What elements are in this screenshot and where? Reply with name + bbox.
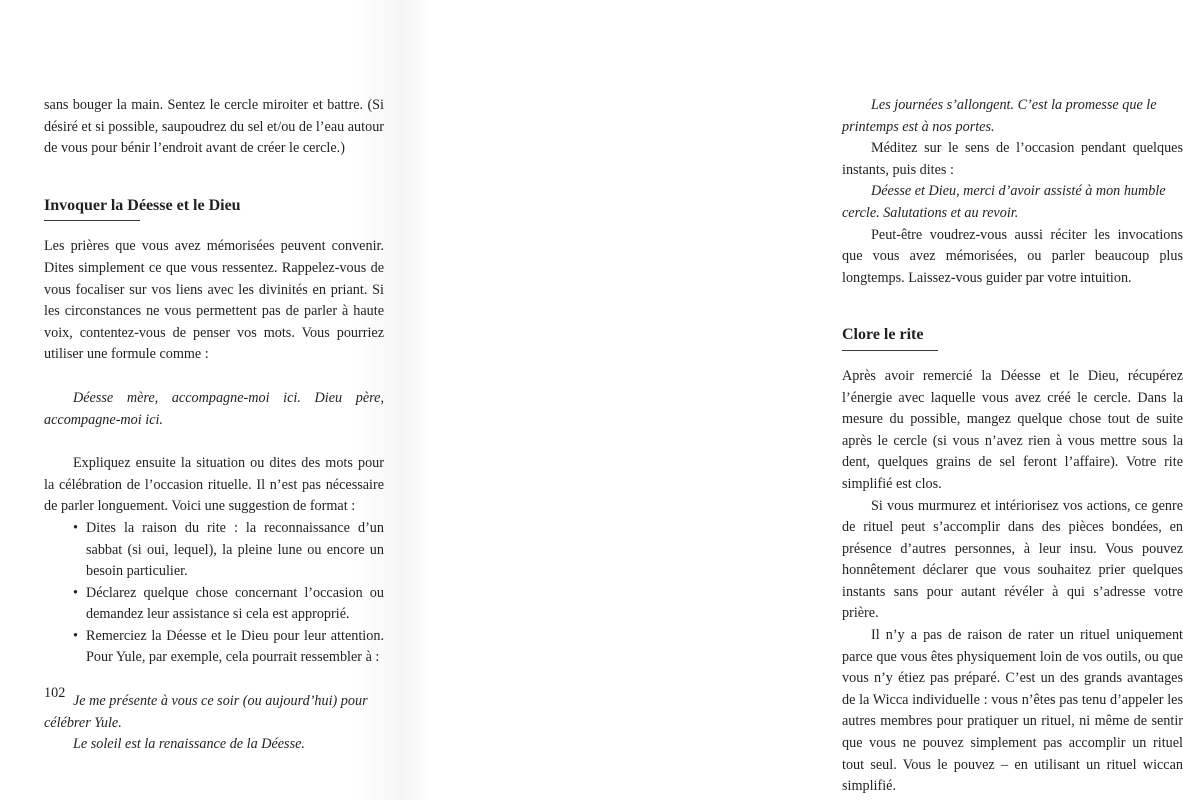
spacer (44, 366, 384, 388)
bullet-icon: • (73, 584, 78, 601)
invoquer-paragraph: Les prières que vous avez mémorisées peuvent convenir. Dites simplement ce que vous ressentez. Rappelez-vous de vous focaliser sur vos liens avec les divinités en priant. Si les circonstances ne vous permettent pas de parler à haute voix, contentez-vous de penser vos mots. Vous pourriez utiliser une formule comme : (44, 238, 384, 363)
meditate-paragraph: Méditez sur le sens de l’occasion pendant quelques instants, puis dites : (842, 140, 1183, 178)
bullet-text: Remerciez la Déesse et le Dieu pour leur attention. Pour Yule, par exemple, cela pourrait ressembler à : (86, 627, 384, 666)
bullet-icon: • (73, 519, 78, 536)
left-page-body (44, 95, 384, 756)
spacer (44, 669, 384, 691)
bullet-item (73, 518, 384, 583)
closing-paragraph-3: Il n’y a pas de raison de rater un rituel uniquement parce que vous êtes physiquement loin de vos outils, ou que vous n’y étiez pas préparé. C’est un des grands avantages de la Wicca individuelle : vous n’êtes pas tenu d’appeler les autres membres pour pratiquer un rituel, ni même de sentir que vous ne pouvez simplement pas accomplir un rituel tout seul. Vous le pouvez – en utilisant un rituel wiccan simplifié. (842, 627, 1183, 795)
bullet-item (73, 626, 384, 669)
yule-quote-3: Les journées s’allongent. C’est la promesse que le printemps est à nos portes. (842, 97, 1157, 135)
bullet-text: Dites la raison du rite : la reconnaissance d’un sabbat (si oui, lequel), la pleine lune ou encore un besoin particulier. (86, 519, 384, 580)
spacer (44, 431, 384, 453)
heading-underline (842, 350, 938, 351)
closing-paragraph-2: Si vous murmurez et intériorisez vos actions, ce genre de rituel peut s’accomplir dans des pièces bondées, en présence d’autres personnes, à leur insu. Vous pouvez honnêtement déclarer que vous souhaitez prier quelques instants sans pour autant révéler à qui s’adresse votre prière. (842, 497, 1183, 622)
right-page (400, 0, 1183, 800)
spacer (44, 160, 384, 196)
explain-paragraph: Expliquez ensuite la situation ou dites des mots pour la célébration de l’occasion rituelle. Il n’est pas nécessaire de parler longuement. Voici une suggestion de format : (44, 455, 384, 515)
right-page-body (842, 95, 1183, 798)
recite-paragraph: Peut-être voudrez-vous aussi réciter les invocations que vous avez mémorisées, ou parler beaucoup plus longtemps. Laissez-vous guider par votre intuition. (842, 226, 1183, 286)
bullet-text: Déclarez quelque chose concernant l’occasion ou demandez leur assistance si cela est approprié. (86, 584, 384, 623)
bullet-item (73, 583, 384, 626)
closing-paragraph-1: Après avoir remercié la Déesse et le Dieu, récupérez l’énergie avec laquelle vous avez créé le cercle. Dans la mesure du possible, mangez quelque chose tout de suite après le cercle (si vous n’avez rien à vous mettre sous la dent, quelques grains de sel feront l’affaire). Votre rite simplifié est clos. (842, 367, 1183, 492)
page-number: 102 (44, 685, 66, 701)
bullet-icon: • (73, 627, 78, 644)
invocation-quote: Déesse mère, accompagne-moi ici. Dieu père, accompagne-moi ici. (44, 389, 384, 428)
farewell-quote: Déesse et Dieu, merci d’avoir assisté à mon humble cercle. Salutations et au revoir. (842, 183, 1166, 221)
format-bullet-list (44, 518, 384, 669)
intro-paragraph: sans bouger la main. Sentez le cercle miroiter et battre. (Si désiré et si possible, saupoudrez du sel et/ou de l’eau autour de vous pour bénir l’endroit avant de créer le cercle.) (44, 97, 385, 157)
yule-quote-2: Le soleil est la renaissance de la Déesse. (73, 736, 305, 753)
yule-quote-1: Je me présente à vous ce soir (ou aujourd’hui) pour célébrer Yule. (44, 693, 368, 731)
left-page (0, 0, 400, 800)
section-heading-invoquer: Invoquer la Déesse et le Dieu (44, 196, 241, 214)
heading-underline (44, 220, 140, 221)
section-heading-clore: Clore le rite (842, 326, 924, 344)
spacer (842, 289, 1183, 325)
